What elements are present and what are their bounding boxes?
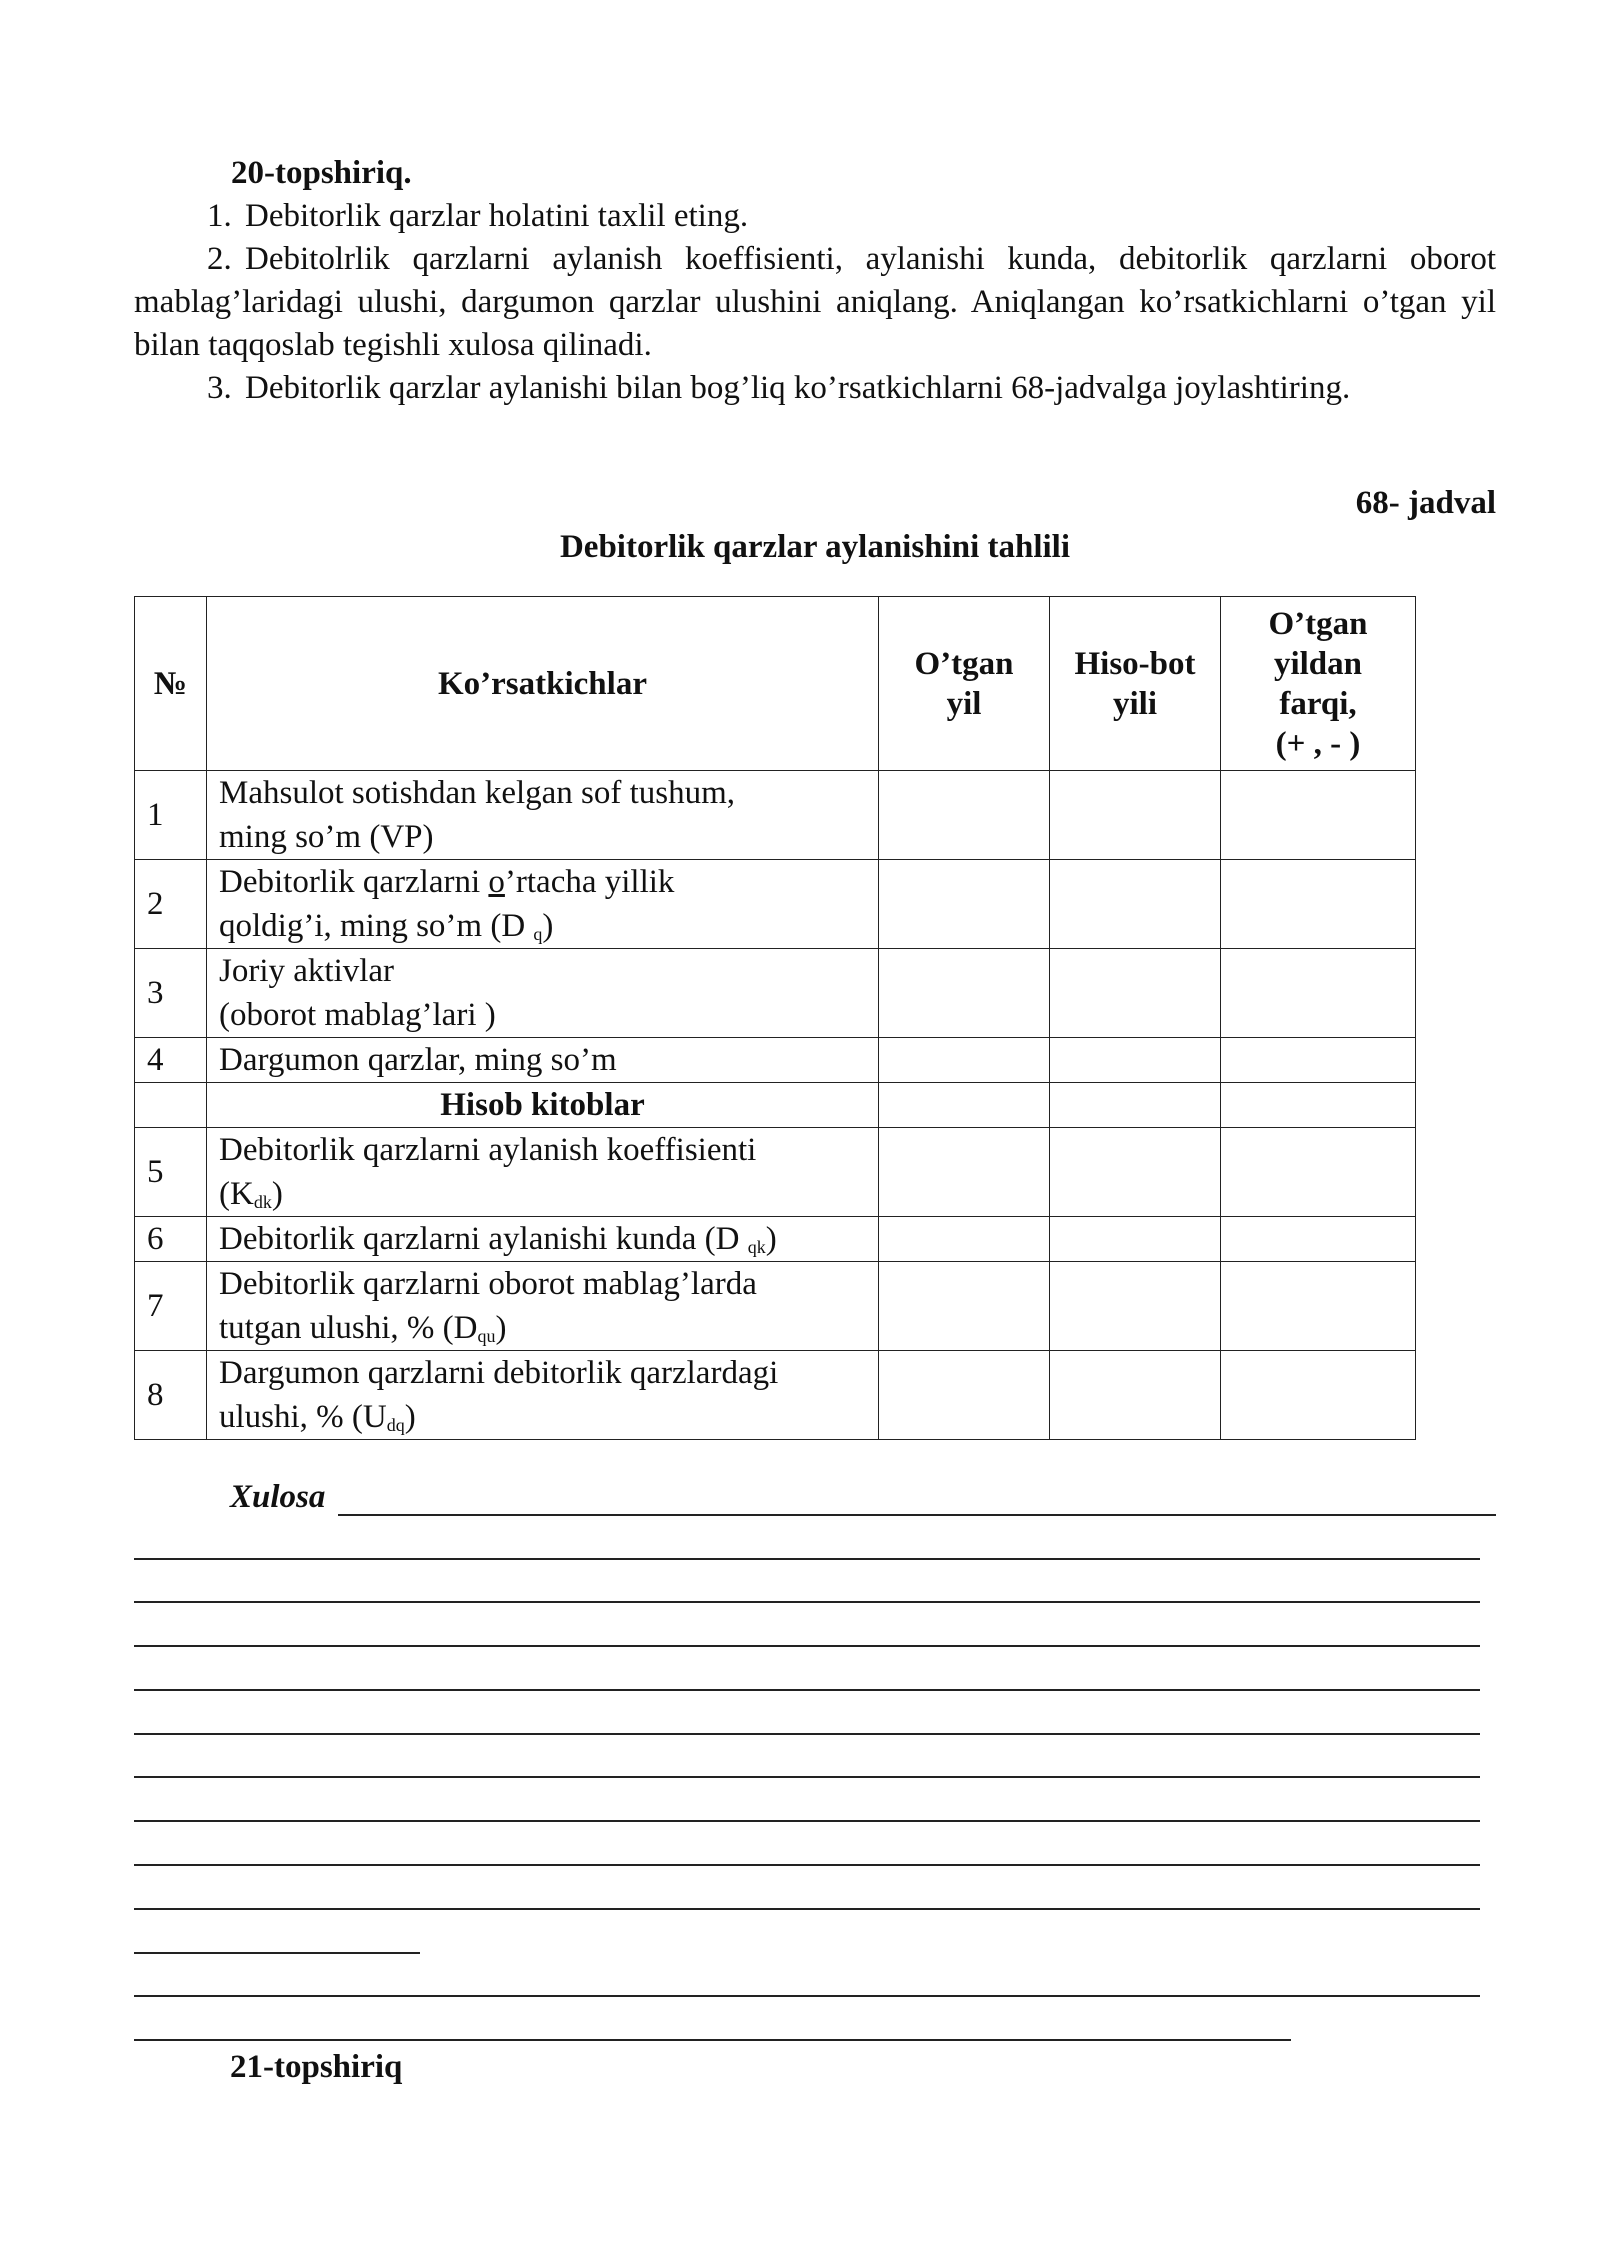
next-task-title: 21-topshiriq — [230, 2049, 403, 2085]
row-number: 2 — [135, 860, 207, 949]
row-text: qoldig’i, ming so’m (D — [219, 908, 534, 944]
section-empty-cell — [879, 1083, 1050, 1128]
row-text: Debitorlik qarzlarni aylanishi kunda (D — [219, 1221, 748, 1257]
conclusion-line — [338, 1514, 1496, 1516]
row-subscript: qk — [747, 1237, 766, 1257]
header-diff-line: O’tgan — [1268, 605, 1368, 642]
section-empty-cell — [1050, 1083, 1221, 1128]
row-text: Dargumon qarzlar, ming so’m — [219, 1042, 617, 1078]
cell-prev-year[interactable] — [879, 1128, 1050, 1217]
row-text: ) — [404, 1399, 416, 1435]
task-item-text: Debitorlik qarzlar holatini taxlil eting. — [245, 198, 749, 234]
conclusion-label: Xulosa — [230, 1479, 326, 1515]
header-prev-year-line: yil — [946, 685, 982, 722]
row-text: (oborot mablag’lari ) — [219, 997, 496, 1033]
row-subscript: dk — [253, 1192, 272, 1212]
task-item-text: Debitolrlik qarzlarni aylanish koeffisienti, aylanishi kunda, debitorlik qarzlarni oborot mablag’laridagi ulushi, dargumon qarzlar ulushini aniqlang. Aniqlangan ko’rsatkichlarni o’tgan yil bilan taqqoslab tegishli xulosa qilinadi. — [134, 241, 1496, 363]
cell-difference[interactable] — [1221, 949, 1416, 1038]
table-row — [135, 860, 1416, 949]
table-row — [135, 1351, 1416, 1440]
cell-difference[interactable] — [1221, 771, 1416, 860]
conclusion-line — [134, 1952, 420, 1954]
row-subscript: q — [533, 924, 543, 944]
row-indicator — [207, 771, 879, 860]
row-text: ) — [271, 1176, 283, 1212]
row-number: 5 — [135, 1128, 207, 1217]
row-subscript: dq — [386, 1415, 405, 1435]
cell-difference[interactable] — [1221, 1038, 1416, 1083]
cell-report-year[interactable] — [1050, 949, 1221, 1038]
cell-report-year[interactable] — [1050, 1128, 1221, 1217]
task-item-text: Debitorlik qarzlar aylanishi bilan bog’liq ko’rsatkichlarni 68-jadvalga joylashtiring. — [245, 370, 1351, 406]
header-indicator: Ko’rsatkichlar — [207, 597, 879, 771]
row-subscript: qu — [477, 1326, 496, 1346]
row-number: 4 — [135, 1038, 207, 1083]
cell-report-year[interactable] — [1050, 1217, 1221, 1262]
row-indicator — [207, 949, 879, 1038]
row-number: 3 — [135, 949, 207, 1038]
table-title: Debitorlik qarzlar aylanishini tahlili — [559, 529, 1071, 565]
row-indicator — [207, 1262, 879, 1351]
table-row — [135, 771, 1416, 860]
header-report-year-line: Hiso-bot — [1074, 645, 1196, 682]
row-text: o — [488, 864, 505, 900]
conclusion-line — [134, 1820, 1480, 1822]
table-header-row — [135, 597, 1416, 771]
header-report-year — [1050, 597, 1221, 771]
header-diff-line: (+ , - ) — [1275, 725, 1361, 762]
row-text: ) — [765, 1221, 777, 1257]
table-section-row — [135, 1083, 1416, 1128]
section-title: Hisob kitoblar — [207, 1083, 879, 1128]
cell-difference[interactable] — [1221, 1262, 1416, 1351]
header-report-year-line: yili — [1112, 685, 1157, 722]
conclusion-line — [134, 1558, 1480, 1560]
cell-prev-year[interactable] — [879, 860, 1050, 949]
cell-report-year[interactable] — [1050, 1038, 1221, 1083]
cell-prev-year[interactable] — [879, 771, 1050, 860]
conclusion-line — [134, 1908, 1480, 1910]
cell-prev-year[interactable] — [879, 1262, 1050, 1351]
cell-report-year[interactable] — [1050, 1262, 1221, 1351]
cell-report-year[interactable] — [1050, 860, 1221, 949]
row-text: ) — [495, 1310, 507, 1346]
row-number: 7 — [135, 1262, 207, 1351]
header-diff-line: farqi, — [1279, 685, 1357, 722]
task-title: 20-topshiriq. — [231, 155, 412, 191]
row-number: 1 — [135, 771, 207, 860]
table-row — [135, 1262, 1416, 1351]
row-text: Joriy aktivlar — [219, 953, 395, 989]
row-indicator — [207, 1128, 879, 1217]
cell-difference[interactable] — [1221, 860, 1416, 949]
row-number: 8 — [135, 1351, 207, 1440]
header-prev-year-line: O’tgan — [914, 645, 1014, 682]
conclusion-line — [134, 1645, 1480, 1647]
section-empty-cell — [1221, 1083, 1416, 1128]
task-item-2 — [134, 238, 1496, 367]
row-text: Mahsulot sotishdan kelgan sof tushum, — [219, 775, 736, 811]
row-text: Dargumon qarzlarni debitorlik qarzlardagi — [219, 1355, 779, 1391]
row-indicator — [207, 1351, 879, 1440]
cell-prev-year[interactable] — [879, 1217, 1050, 1262]
cell-difference[interactable] — [1221, 1128, 1416, 1217]
row-indicator — [207, 860, 879, 949]
cell-prev-year[interactable] — [879, 949, 1050, 1038]
header-num: № — [135, 597, 207, 771]
table-row — [135, 1128, 1416, 1217]
row-text: ulushi, % (U — [219, 1399, 387, 1435]
row-indicator — [207, 1038, 879, 1083]
task-item-number: 3. — [207, 370, 232, 406]
row-number: 6 — [135, 1217, 207, 1262]
indicators-table — [134, 596, 1416, 1440]
task-item-3 — [134, 367, 1496, 410]
header-difference — [1221, 597, 1416, 771]
section-empty-cell — [135, 1083, 207, 1128]
row-text: tutgan ulushi, % (D — [219, 1310, 478, 1346]
table-row — [135, 1217, 1416, 1262]
cell-prev-year[interactable] — [879, 1038, 1050, 1083]
conclusion-line — [134, 1601, 1480, 1603]
task-item-1 — [134, 195, 1496, 238]
table-number: 68- jadval — [1355, 485, 1496, 521]
cell-prev-year[interactable] — [879, 1351, 1050, 1440]
row-text: Debitorlik qarzlarni aylanish koeffisienti — [219, 1132, 757, 1168]
row-text: (K — [219, 1176, 254, 1212]
row-text: ’rtacha yillik — [504, 864, 675, 900]
row-text: ) — [542, 908, 554, 944]
row-indicator — [207, 1217, 879, 1262]
conclusion-line — [134, 1689, 1480, 1691]
conclusion-line — [134, 1776, 1480, 1778]
conclusion-line — [134, 2039, 1291, 2041]
row-text: Debitorlik qarzlarni oborot mablag’larda — [219, 1266, 757, 1302]
header-prev-year — [879, 597, 1050, 771]
row-text: ming so’m (VP) — [219, 819, 434, 855]
cell-difference[interactable] — [1221, 1217, 1416, 1262]
task-item-number: 2. — [207, 241, 232, 277]
cell-report-year[interactable] — [1050, 771, 1221, 860]
table-row — [135, 1038, 1416, 1083]
header-diff-line: yildan — [1273, 645, 1363, 682]
row-text: Debitorlik qarzlarni — [219, 864, 489, 900]
task-item-number: 1. — [207, 198, 232, 234]
table-row — [135, 949, 1416, 1038]
cell-difference[interactable] — [1221, 1351, 1416, 1440]
task-section — [134, 152, 1496, 565]
conclusion-line — [134, 1864, 1480, 1866]
conclusion-line — [134, 1733, 1480, 1735]
cell-report-year[interactable] — [1050, 1351, 1221, 1440]
conclusion-line — [134, 1995, 1480, 1997]
